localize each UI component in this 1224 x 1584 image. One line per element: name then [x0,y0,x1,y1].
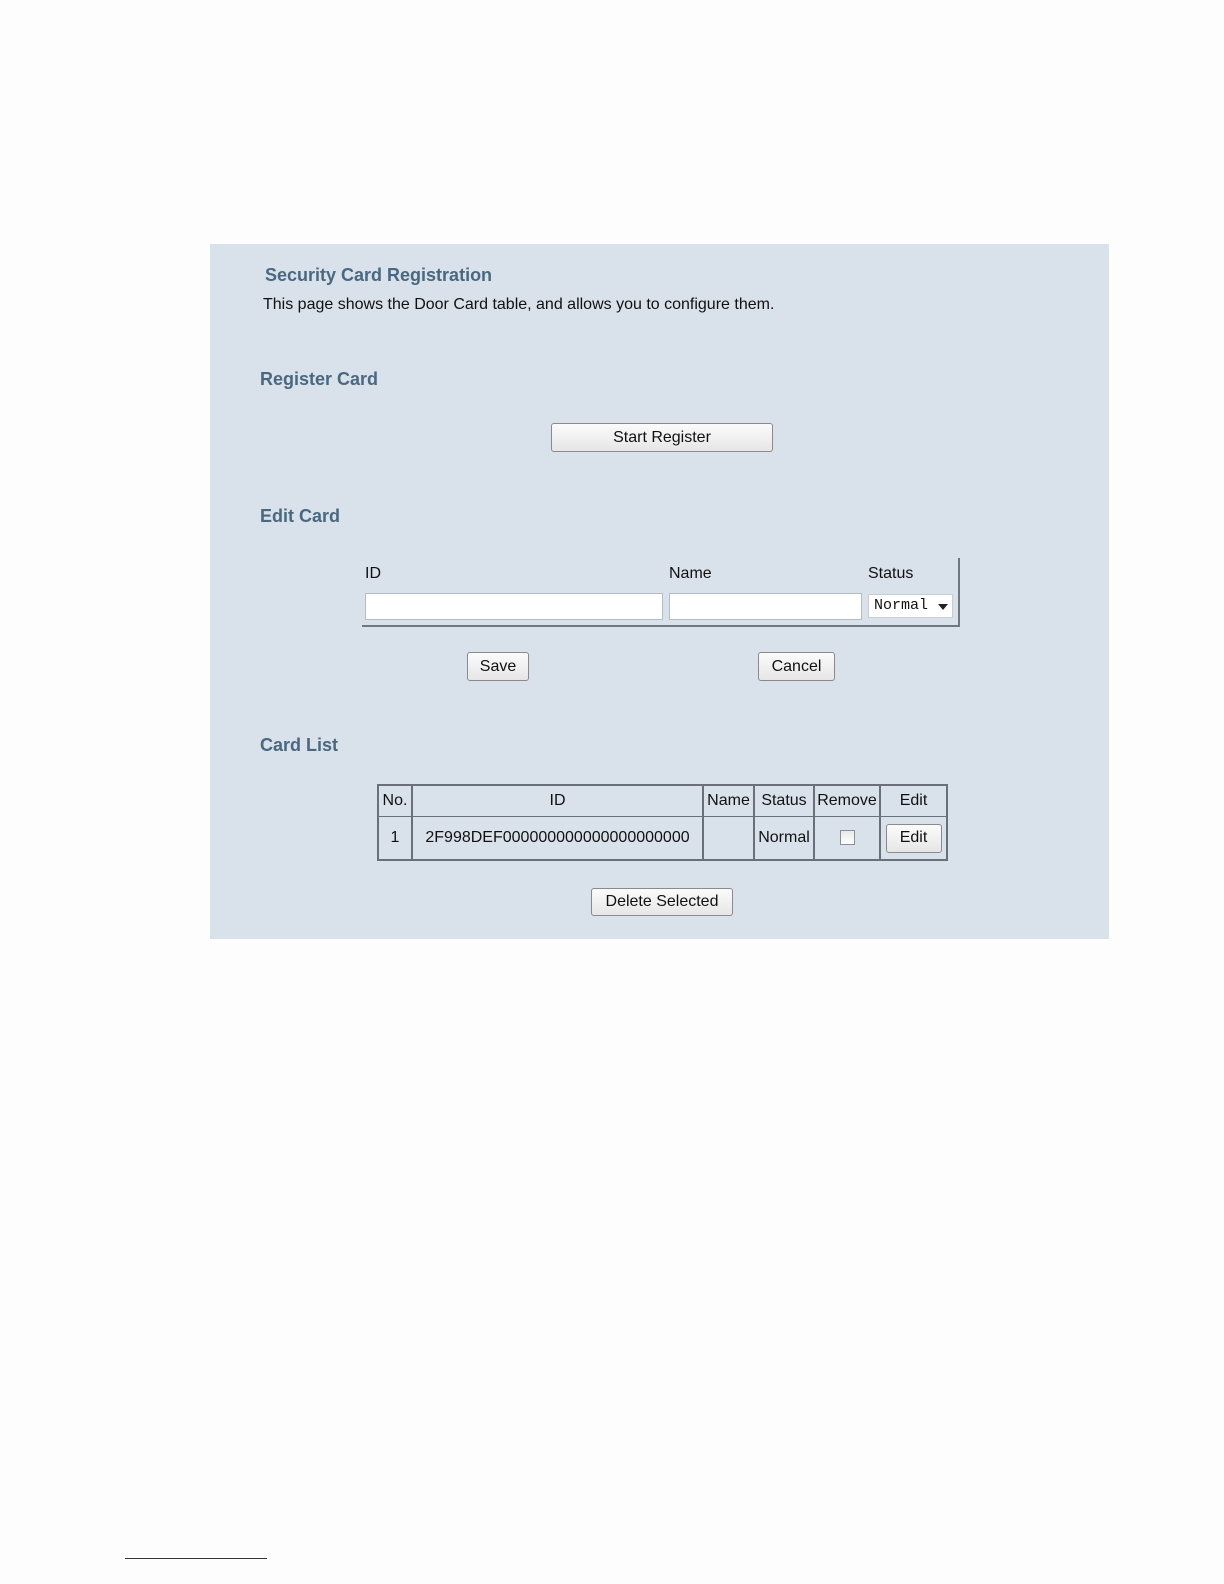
row-status: Normal [754,817,814,861]
chevron-down-icon [938,604,948,610]
start-register-button[interactable]: Start Register [551,423,773,452]
column-header-edit: Edit [880,785,947,817]
delete-selected-button[interactable]: Delete Selected [591,888,733,916]
edit-id-label: ID [365,565,381,582]
column-header-id: ID [412,785,703,817]
edit-status-label: Status [868,565,914,582]
row-name [703,817,754,861]
column-header-no: No. [378,785,412,817]
card-list-heading: Card List [260,735,339,755]
status-select-value: Normal [874,597,929,614]
row-remove-cell [814,817,880,861]
edit-card-heading: Edit Card [260,506,341,526]
card-name-input[interactable] [669,593,862,620]
status-select[interactable] [868,594,953,618]
edit-card-form [362,558,960,627]
column-header-remove: Remove [814,785,880,817]
footnote-divider [125,1558,267,1559]
table-header-row [378,785,947,817]
column-header-status: Status [754,785,814,817]
page-description: This page shows the Door Card table, and allows you to configure them. [263,296,775,313]
card-registration-panel [210,244,1109,939]
edit-name-label: Name [669,565,712,582]
row-edit-cell [880,817,947,861]
cancel-button[interactable]: Cancel [758,652,835,681]
row-no: 1 [378,817,412,861]
register-card-heading: Register Card [260,369,379,389]
row-edit-button[interactable]: Edit [886,824,942,853]
column-header-name: Name [703,785,754,817]
table-row [378,817,947,861]
remove-checkbox[interactable] [840,830,855,845]
card-id-input[interactable] [365,593,663,620]
save-button[interactable]: Save [467,652,529,681]
page-title: Security Card Registration [265,265,493,285]
row-id: 2F998DEF000000000000000000000 [412,817,703,861]
card-list-table [377,784,948,861]
